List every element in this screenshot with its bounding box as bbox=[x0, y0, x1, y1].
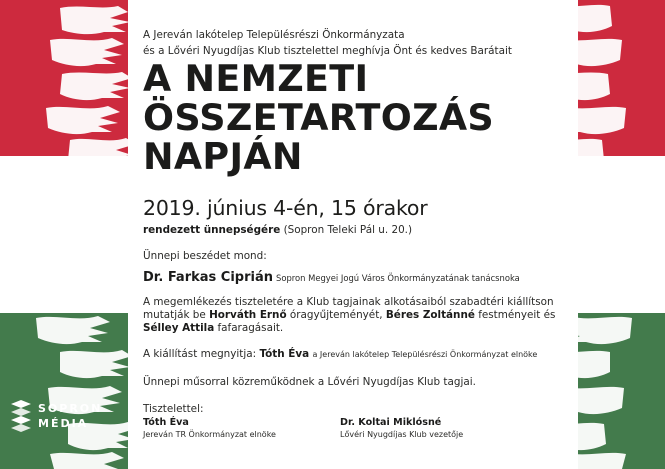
speaker-title: Sopron Megyei Jogú Város Önkormányzatának tanácsnoka bbox=[276, 273, 520, 283]
title-line-3: NAPJÁN bbox=[143, 135, 303, 178]
exhibit-line-2 bbox=[143, 309, 555, 321]
logo-text-line-2: MÉDIA bbox=[38, 417, 89, 430]
exhibitor-name: Béres Zoltánné bbox=[385, 309, 475, 321]
title-line-1: A NEMZETI bbox=[143, 57, 369, 100]
exhibit-line-1: A megemlékezés tiszteletére a Klub tagjainak alkotásaiból szabadtéri kiállítson bbox=[143, 296, 554, 308]
exhibitor-name: Sélley Attila bbox=[143, 322, 215, 334]
opening-line bbox=[143, 348, 537, 360]
intro-line-1: A Jereván lakótelep Településrészi Önkormányzata bbox=[143, 29, 405, 41]
exhibitor-name: Horváth Ernő bbox=[209, 309, 287, 321]
event-venue bbox=[143, 224, 412, 236]
program-line: Ünnepi műsorral közreműködnek a Lővéri Nyugdíjas Klub tagjai. bbox=[143, 376, 476, 388]
sopron-media-logo bbox=[8, 398, 103, 434]
venue-bold: rendezett ünnepségére bbox=[143, 224, 281, 236]
exhibit-text: festményeit és bbox=[474, 309, 556, 321]
opening-text: A kiállítást megnyitja: bbox=[143, 348, 260, 360]
exhibit-text: fafaragásait. bbox=[214, 322, 284, 334]
speaker-line bbox=[143, 266, 520, 285]
exhibit-line-3 bbox=[143, 322, 283, 334]
sopron-media-logo-icon bbox=[8, 400, 34, 432]
signature-2-role: Lővéri Nyugdíjas Klub vezetője bbox=[340, 430, 464, 439]
venue-address: (Sopron Teleki Pál u. 20.) bbox=[280, 224, 413, 236]
exhibit-text: óragyűjteményét, bbox=[286, 309, 386, 321]
opening-role: a Jereván lakótelep Településrészi Önkormányzat elnöke bbox=[312, 350, 538, 359]
event-date: 2019. június 4-én, 15 órakor bbox=[143, 196, 428, 220]
title-line-2: ÖSSZETARTOZÁS bbox=[143, 96, 494, 139]
logo-text-line-1: SOPRON bbox=[38, 402, 103, 415]
speaker-name: Dr. Farkas Ciprián bbox=[143, 270, 273, 285]
intro-line-2: és a Lővéri Nyugdíjas Klub tisztelettel meghívja Önt és kedves Barátait bbox=[143, 45, 512, 57]
signature-1-name: Tóth Éva bbox=[143, 417, 189, 428]
signature-2-name: Dr. Koltai Miklósné bbox=[340, 417, 442, 428]
speech-label: Ünnepi beszédet mond: bbox=[143, 250, 267, 262]
signature-1-role: Jereván TR Önkormányzat elnöke bbox=[143, 430, 276, 439]
exhibit-text: mutatják be bbox=[143, 309, 210, 321]
regards-label: Tisztelettel: bbox=[143, 403, 204, 415]
opening-name: Tóth Éva bbox=[259, 348, 310, 360]
